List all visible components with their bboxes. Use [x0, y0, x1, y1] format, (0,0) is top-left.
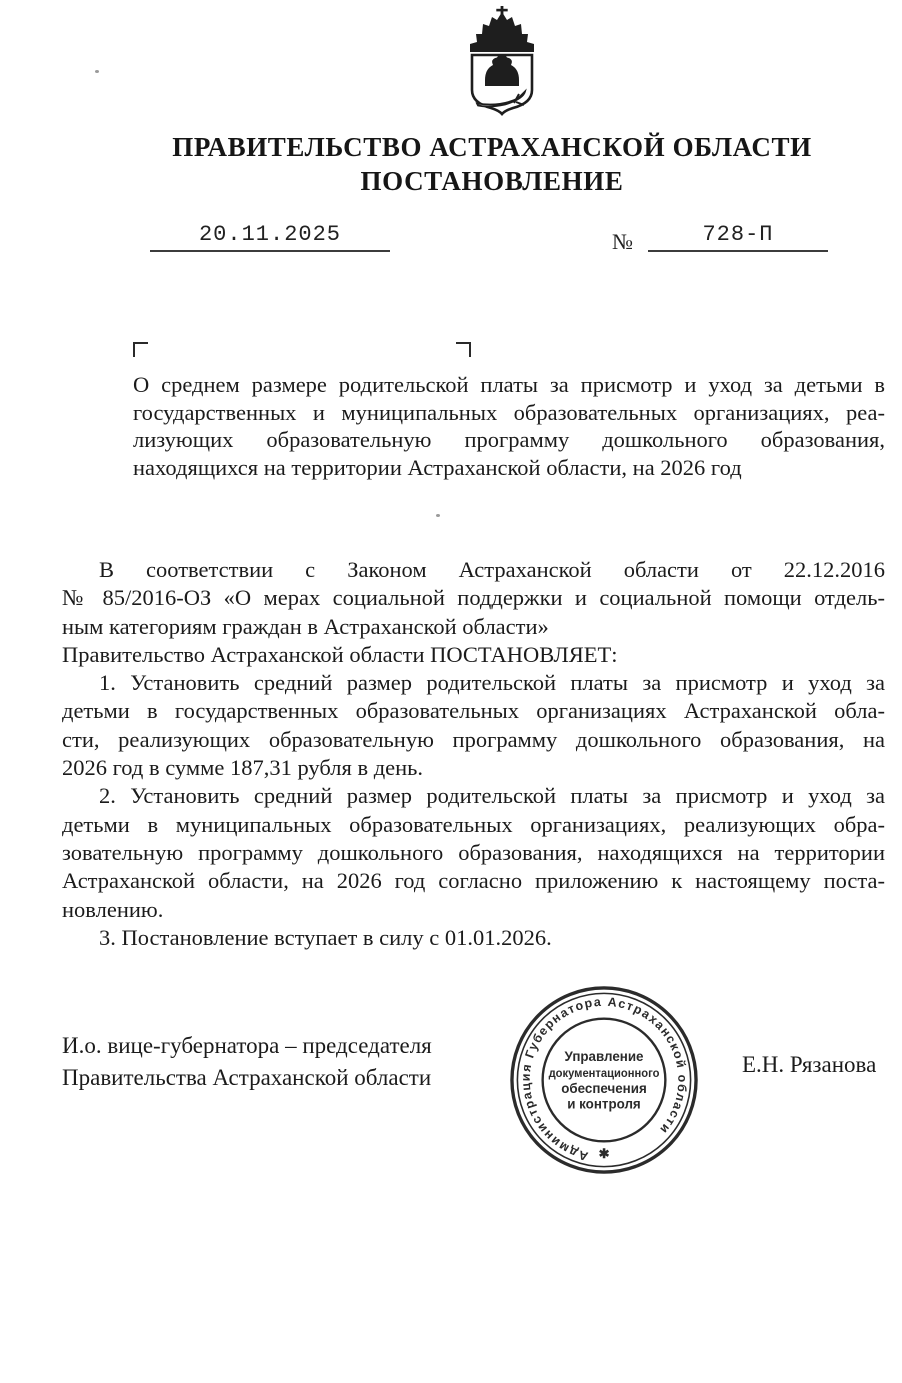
subject-line: О среднем размере родительской платы за присмотр и уход за детьми в: [133, 372, 885, 397]
stamp-ring-text: Администрация Губернатора Астраханской области: [518, 994, 690, 1164]
subject-line: находящихся на территории Астраханской области, на 2026 год: [133, 454, 742, 480]
body-line: Астраханской области, на 2026 год согласно приложению к настоящему поста-: [62, 868, 885, 894]
body-line: ным категориям граждан в Астраханской области»: [62, 613, 549, 639]
stamp-center-line: документационного: [548, 1066, 660, 1081]
official-stamp-seal: [507, 983, 701, 1177]
body-line: новлению.: [62, 896, 164, 922]
signature-position-line: Правительства Астраханской области: [62, 1065, 432, 1090]
document-header: [80, 130, 902, 198]
subject-block: [133, 371, 885, 481]
body-line: зовательную программу дошкольного образования, находящихся на территории: [62, 839, 885, 865]
corner-mark-right-icon: [456, 342, 471, 357]
date-field: 20.11.2025: [150, 222, 390, 252]
body-block: [62, 556, 885, 952]
subject-line: лизующих образовательную программу дошкольного образования,: [133, 427, 885, 452]
scan-speck: [95, 70, 99, 73]
corner-mark-left-icon: [133, 342, 148, 357]
stamp-center-line: и контроля: [567, 1096, 641, 1112]
body-line: 1. Установить средний размер родительской платы за присмотр и уход за: [99, 670, 885, 696]
body-line: 2. Установить средний размер родительской платы за присмотр и уход за: [99, 783, 885, 809]
stamp-star-icon: ✱: [598, 1146, 610, 1162]
signatory-name: Е.Н. Рязанова: [742, 1052, 877, 1077]
body-line: 3. Постановление вступает в силу с 01.01.2026.: [99, 924, 552, 950]
number-field: 728-П: [648, 222, 828, 252]
body-line: детьми в муниципальных образовательных организациях, реализующих обра-: [62, 811, 885, 837]
doc-type-title: ПОСТАНОВЛЕНИЕ: [360, 166, 624, 196]
subject-line: государственных и муниципальных образовательных организациях, реа-: [133, 399, 885, 425]
signature-position: [62, 1030, 542, 1094]
body-line: сти, реализующих образовательную программу дошкольного образования, на: [62, 726, 885, 752]
number-sign: №: [612, 229, 633, 254]
org-name: ПРАВИТЕЛЬСТВО АСТРАХАНСКОЙ ОБЛАСТИ: [172, 132, 812, 162]
body-line: 2026 год в сумме 187,31 рубля в день.: [62, 755, 424, 781]
coat-of-arms-icon: [452, 6, 552, 116]
signature-position-line: И.о. вице-губернатора – председателя: [62, 1033, 432, 1058]
body-line: № 85/2016-ОЗ «О мерах социальной поддержки и социальной помощи отдель-: [62, 585, 885, 611]
stamp-center-line: обеспечения: [561, 1080, 647, 1096]
body-line: детьми в государственных образовательных организациях Астраханской обла-: [62, 698, 885, 724]
body-line: Правительство Астраханской области ПОСТАНОВЛЯЕТ:: [62, 641, 618, 667]
body-line: В соответствии с Законом Астраханской области от 22.12.2016: [99, 557, 885, 582]
scan-speck: [436, 514, 440, 517]
stamp-center-line: Управление: [564, 1049, 644, 1065]
